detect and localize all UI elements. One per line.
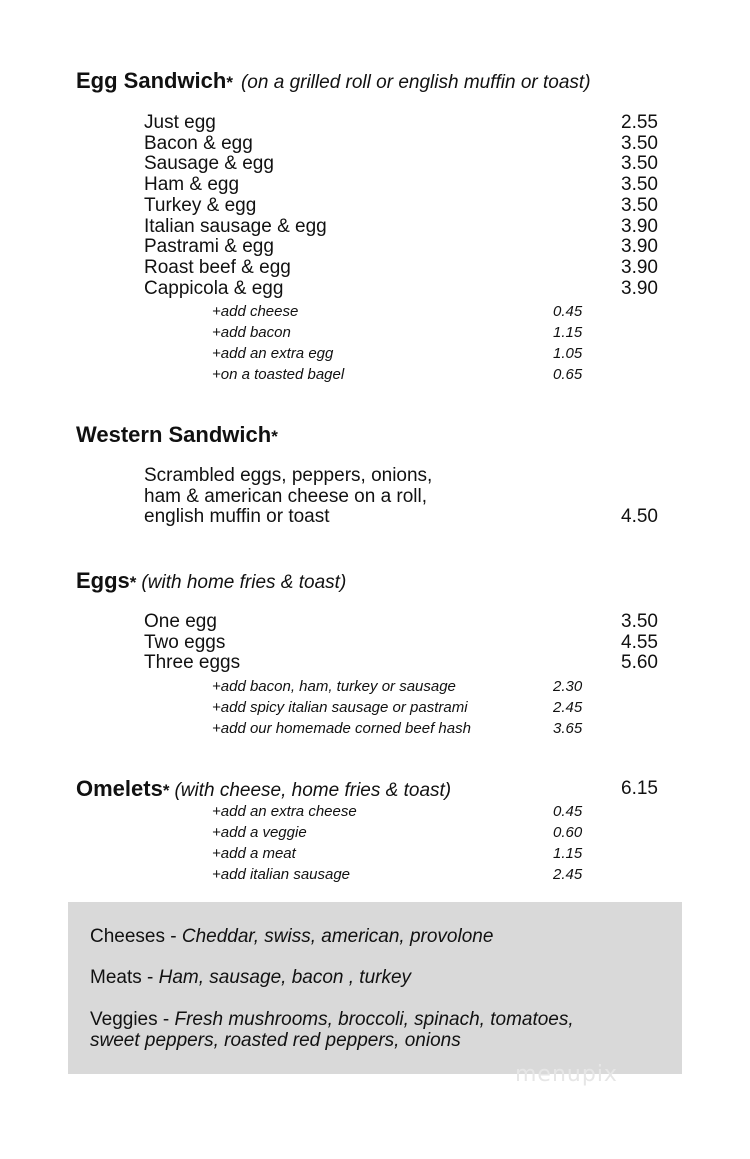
menu-item-name: Roast beef & egg (144, 256, 291, 278)
omelets-price: 6.15 (621, 778, 658, 799)
omelets-asterisk: * (162, 781, 170, 800)
western-sandwich-heading (76, 422, 278, 448)
eggs-asterisk: * (129, 573, 137, 592)
omelets-addons (212, 801, 357, 885)
addon-name: +add our homemade corned beef hash (212, 720, 471, 737)
menu-item-price: 3.50 (621, 153, 658, 175)
menu-item-name: Pastrami & egg (144, 236, 274, 258)
menu-item-price: 3.90 (621, 277, 658, 299)
cheeses-list: Cheddar, swiss, american, provolone (181, 926, 494, 947)
western-sandwich-description (144, 466, 432, 528)
addon-name: +add bacon (212, 324, 291, 341)
menu-item-price: 3.50 (621, 174, 658, 196)
addon-name: +add an extra cheese (212, 803, 357, 820)
addon-price: 0.45 (553, 303, 583, 320)
omelets-heading (76, 776, 451, 802)
menu-item-name: Ham & egg (144, 174, 240, 196)
addon-price: 1.15 (553, 324, 583, 341)
addon-price: 3.65 (553, 720, 583, 737)
cheeses-label: Cheeses - (90, 926, 182, 947)
menu-item-name: Turkey & egg (144, 194, 257, 216)
eggs-title: Eggs (76, 568, 130, 593)
menu-item-name: Italian sausage & egg (144, 215, 327, 237)
menu-item-name: Sausage & egg (144, 153, 274, 175)
menu-item-name: Cappicola & egg (144, 277, 284, 299)
omelets-title: Omelets (76, 776, 163, 801)
menu-item-price: 3.50 (621, 132, 658, 154)
options-box (68, 902, 682, 1074)
meats-label: Meats - (90, 967, 159, 988)
egg-sandwich-title: Egg Sandwich (76, 68, 227, 93)
omelets-addon-prices (553, 801, 582, 885)
eggs-addon-prices (553, 676, 582, 739)
egg-sandwich-asterisk: * (226, 73, 233, 92)
description-line: english muffin or toast (144, 506, 330, 528)
eggs-prices (621, 612, 658, 674)
menu-item-name: Three eggs (144, 652, 241, 674)
addon-name: +add cheese (212, 303, 299, 320)
western-sandwich-asterisk: * (271, 427, 278, 446)
addon-name: +add italian sausage (212, 866, 351, 883)
menu-item-price: 2.55 (621, 112, 658, 133)
meats-list: Ham, sausage, bacon , turkey (158, 967, 412, 988)
eggs-heading (76, 568, 346, 594)
egg-sandwich-addon-prices (553, 301, 582, 385)
eggs-items (144, 612, 240, 674)
addon-price: 0.65 (553, 366, 583, 383)
egg-sandwich-addons (212, 301, 344, 385)
egg-sandwich-prices (621, 113, 658, 299)
menu-item-price: 3.50 (621, 611, 658, 632)
cheeses-line (90, 926, 493, 948)
addon-name: +add a veggie (212, 824, 307, 841)
eggs-addons (212, 676, 471, 739)
veggies-label: Veggies - (90, 1009, 175, 1030)
addon-price: 1.15 (553, 845, 583, 862)
menu-item-price: 3.90 (621, 236, 658, 258)
menu-item-name: Two eggs (144, 631, 226, 653)
veggies-list-line2: sweet peppers, roasted red peppers, onions (90, 1030, 461, 1051)
menu-item-price: 4.55 (621, 631, 658, 653)
eggs-subtitle: (with home fries & toast) (141, 572, 347, 593)
menu-item-name: Bacon & egg (144, 132, 253, 154)
addon-name: +add a meat (212, 845, 296, 862)
addon-price: 2.30 (553, 678, 583, 695)
egg-sandwich-items (144, 113, 327, 299)
menu-item-name: Just egg (144, 112, 216, 133)
egg-sandwich-heading (76, 68, 591, 94)
menu-item-price: 3.90 (621, 215, 658, 237)
addon-price: 2.45 (553, 866, 583, 883)
addon-name: +add an extra egg (212, 345, 334, 362)
addon-price: 0.45 (553, 803, 583, 820)
menu-item-price: 3.90 (621, 256, 658, 278)
addon-name: +on a toasted bagel (212, 366, 345, 383)
addon-name: +add spicy italian sausage or pastrami (212, 699, 468, 716)
veggies-list-line1: Fresh mushrooms, broccoli, spinach, tomatoes, (174, 1009, 574, 1030)
menu-item-price: 3.50 (621, 194, 658, 216)
meats-line (90, 967, 411, 989)
veggies-line-2 (90, 1030, 461, 1052)
western-sandwich-price: 4.50 (621, 506, 658, 527)
description-line: Scrambled eggs, peppers, onions, (144, 465, 433, 486)
addon-price: 0.60 (553, 824, 583, 841)
watermark: menupix (515, 1062, 618, 1087)
description-line: ham & american cheese on a roll, (144, 485, 428, 507)
addon-name: +add bacon, ham, turkey or sausage (212, 678, 456, 695)
menu-item-name: One egg (144, 611, 217, 632)
menu-item-price: 5.60 (621, 652, 658, 674)
omelets-subtitle: (with cheese, home fries & toast) (174, 780, 452, 801)
veggies-line (90, 1009, 574, 1031)
addon-price: 1.05 (553, 345, 583, 362)
western-sandwich-title: Western Sandwich (76, 422, 272, 447)
addon-price: 2.45 (553, 699, 583, 716)
egg-sandwich-subtitle: (on a grilled roll or english muffin or toast) (240, 72, 591, 93)
